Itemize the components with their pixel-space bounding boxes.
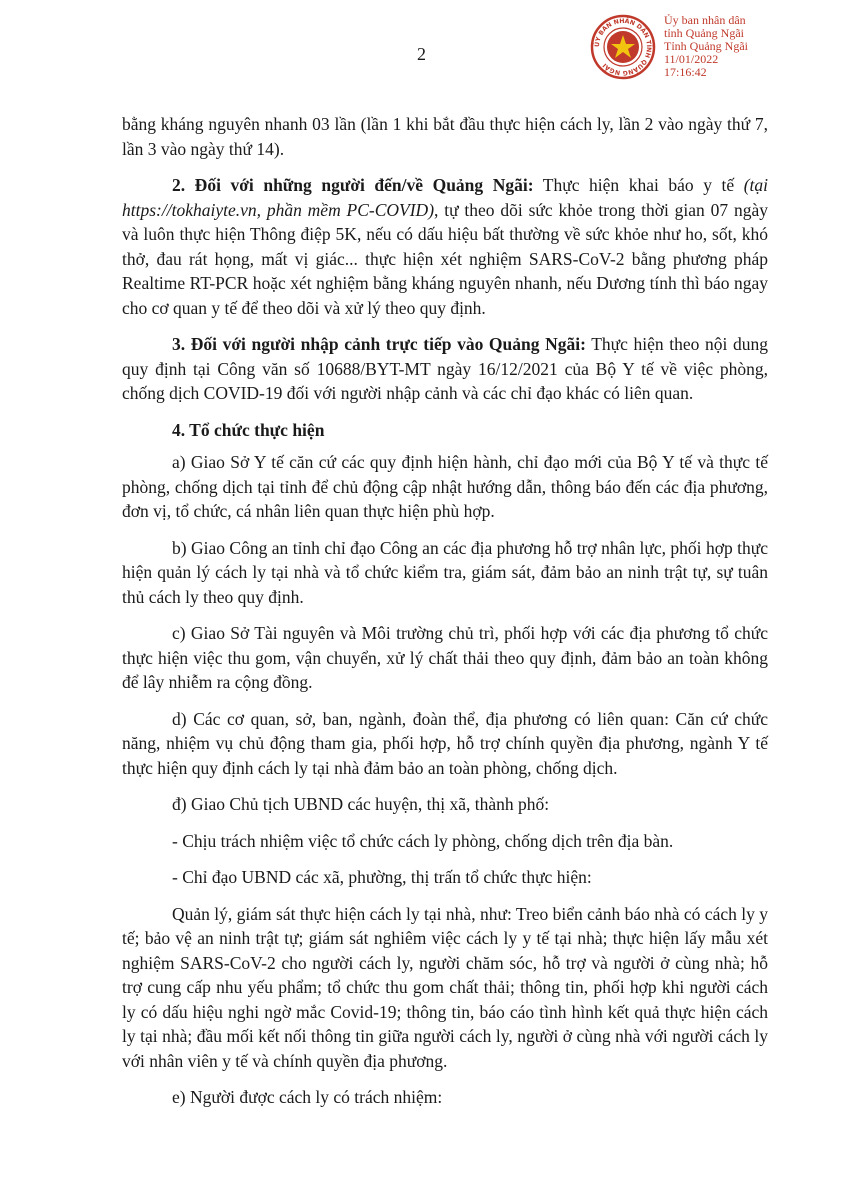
- section-3: 3. Đối với người nhập cảnh trực tiếp vào Quảng Ngãi: Thực hiện theo nội dung quy định tại Công văn số 10688/BYT-MT ngày 16/12/2021 của Bộ Y tế về việc phòng, chống dịch COVID-19 đối với người nhập cảnh và các chỉ đạo khác có liên quan.: [122, 334, 768, 403]
- item-b: b) Giao Công an tỉnh chỉ đạo Công an các địa phương hỗ trợ nhân lực, phối hợp thực hiện quản lý cách ly tại nhà và tổ chức kiểm tra, giám sát, đảm bảo an ninh trật tự, sự tuân thủ cách ly theo quy định.: [122, 537, 768, 607]
- signer-line-3: Tỉnh Quảng Ngãi: [664, 39, 748, 53]
- page-number: 2: [417, 44, 426, 64]
- signer-line-1: Ủy ban nhân dân: [664, 13, 746, 27]
- item-d: d) Các cơ quan, sở, ban, ngành, đoàn thể, địa phương có liên quan: Căn cứ chức năng, nhiệm vụ chủ động tham gia, phối hợp, hỗ trợ chính quyền địa phương, ngành Y tế thực hiện quy định cách ly tại nhà đảm bảo an toàn phòng, chống dịch.: [122, 708, 768, 778]
- seal-icon: [590, 14, 656, 80]
- item-dd-2: - Chỉ đạo UBND các xã, phường, thị trấn tổ chức thực hiện:: [172, 867, 592, 887]
- paragraph-continuation: bằng kháng nguyên nhanh 03 lần (lần 1 khi bắt đầu thực hiện cách ly, lần 2 vào ngày thứ 7, lần 3 vào ngày thứ 14).: [122, 114, 768, 159]
- item-e: e) Người được cách ly có trách nhiệm:: [172, 1087, 443, 1107]
- item-dd-1: - Chịu trách nhiệm việc tổ chức cách ly phòng, chống dịch trên địa bàn.: [172, 830, 674, 851]
- signed-time: 17:16:42: [664, 65, 707, 79]
- item-a: a) Giao Sở Y tế căn cứ các quy định hiện hành, chỉ đạo mới của Bộ Y tế và thực tế phòng, chống dịch tại tỉnh để chủ động cập nhật hướng dẫn, thông báo đến các địa phương, đơn vị, tổ chức, cá nhân liên quan thực hiện phù hợp.: [122, 452, 768, 521]
- item-c: c) Giao Sở Tài nguyên và Môi trường chủ trì, phối hợp với các địa phương tổ chức thực hiện việc thu gom, vận chuyển, xử lý chất thải theo quy định, đảm bảo an toàn không để lây nhiễm ra cộng đồng.: [122, 623, 768, 692]
- section-4-heading: 4. Tổ chức thực hiện: [172, 419, 325, 440]
- section-2-heading: 2. Đối với những người đến/về Quảng Ngãi:: [172, 175, 534, 195]
- digital-signature-stamp: [590, 12, 835, 84]
- section-2: 2. Đối với những người đến/về Quảng Ngãi: Thực hiện khai báo y tế (tại https://tokhaiyte.vn, phần mềm PC-COVID), tự theo dõi sức khỏe trong thời gian 07 ngày và luôn thực hiện Thông điệp 5K, nếu có dấu hiệu bất thường về sức khỏe như ho, sốt, khó thở, đau rát họng, mất vị giác... thực hiện xét nghiệm SARS-CoV-2 bằng phương pháp Realtime RT-PCR hoặc xét nghiệm bằng kháng nguyên nhanh, nếu Dương tính thì báo ngay cho cơ quan y tế để theo dõi và xử lý theo quy định.: [122, 175, 769, 318]
- section-3-heading: 3. Đối với người nhập cảnh trực tiếp vào Quảng Ngãi:: [172, 334, 586, 354]
- signer-line-2: tỉnh Quảng Ngãi: [664, 26, 744, 40]
- section-2-link-note: (tại https://tokhaiyte.vn, phần mềm PC-COVID): [122, 175, 769, 220]
- seal-text: ỦY BAN NHÂN DÂN TỈNH QUẢNG NGÃI: [593, 17, 653, 77]
- document-body: [122, 112, 768, 1118]
- item-dd-3: Quản lý, giám sát thực hiện cách ly tại nhà, như: Treo biển cảnh báo nhà có cách ly y tế; bảo vệ an ninh trật tự; giám sát nghiêm việc cách ly y tế tại nhà; thực hiện lấy mẫu xét nghiệm SARS-CoV-2 cho người cách ly, người chăm sóc, hỗ trợ và người ở cùng nhà; hỗ trợ cung cấp nhu yếu phẩm; tổ chức thu gom chất thải; thông tin, phối hợp khi người cách ly có dấu hiệu nghi ngờ mắc Covid-19; thông tin, báo cáo tình hình kết quả thực hiện cách ly tại nhà; đầu mối kết nối thông tin giữa người cách ly, người ở cùng nhà với người cách ly với nhân viên y tế và chính quyền địa phương.: [122, 903, 768, 1071]
- signed-date: 11/01/2022: [664, 52, 719, 66]
- item-dd: đ) Giao Chủ tịch UBND các huyện, thị xã, thành phố:: [172, 794, 550, 814]
